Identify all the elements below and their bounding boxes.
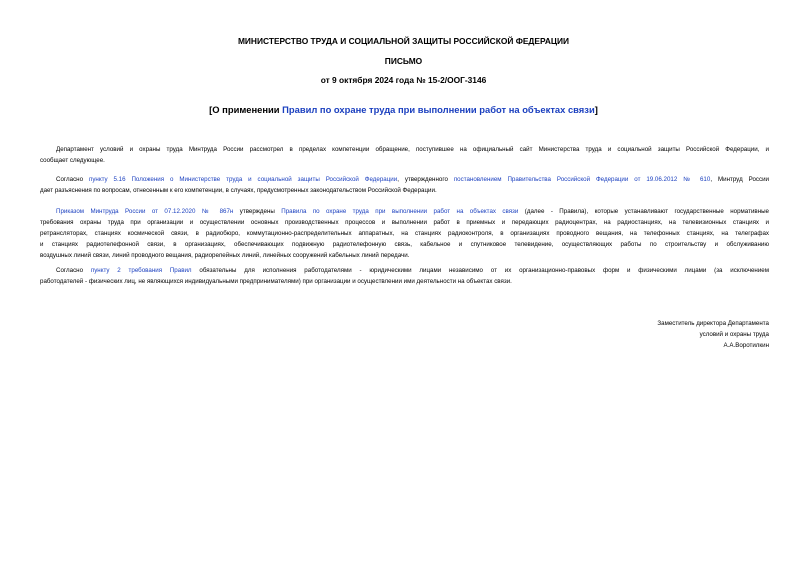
signature-block bbox=[657, 318, 769, 351]
link-regulation-ministry[interactable]: пункту 5.16 Положения о Министерстве труда и социальной защиты Российской Федерации bbox=[88, 176, 398, 183]
link-labor-safety-rules[interactable]: Правила по охране труда при выполнении работ на объектах связи bbox=[281, 208, 519, 215]
link-order-867n[interactable]: Приказом Минтруда России от 07.12.2020 № 867н bbox=[56, 208, 234, 215]
paragraph-3-line-1 bbox=[40, 206, 769, 217]
paragraph-3-line-4: и станциях радиотелефонной связи, в организациях, обеспечивающих подвижную радиотелефонную связь, кабельное и спутниковое телевидение, осуществляющих работы по строительству и обслуживанию bbox=[40, 241, 769, 248]
paragraph-1-line-2: сообщает следующее. bbox=[40, 157, 105, 164]
subject-suffix: ] bbox=[594, 104, 598, 115]
signature-name: А.А.Воротилкин bbox=[723, 342, 769, 349]
signature-position: Заместитель директора Департамента bbox=[657, 320, 769, 327]
ministry-title: МИНИСТЕРСТВО ТРУДА И СОЦИАЛЬНОЙ ЗАЩИТЫ РОССИЙСКОЙ ФЕДЕРАЦИИ bbox=[237, 36, 570, 46]
paragraph-2 bbox=[40, 174, 769, 196]
paragraph-2-line-1 bbox=[40, 174, 769, 185]
subject-link[interactable]: Правил по охране труда при выполнении работ на объектах связи bbox=[282, 104, 595, 115]
paragraph-4 bbox=[40, 265, 769, 287]
paragraph-3-line-5: воздушных линий связи, линий проводного вещания, радиорелейных линий, линейных сооружений кабельных линий передачи. bbox=[40, 252, 410, 259]
paragraph-4-text-b: обязательны для исполнения работодателями - юридическими лицами независимо от их организационно-правовых форм и физическими лицами (за исключением bbox=[191, 267, 769, 274]
paragraph-1-line-1: Департамент условий и охраны труда Минтруда России рассмотрел в пределах компетенции обращение, поступившее на официальный сайт Министерства труда и социальной защиты Российской Федерации, и bbox=[56, 146, 769, 153]
document-date-number: от 9 октября 2024 года № 15-2/ООГ-3146 bbox=[320, 75, 487, 85]
paragraph-2-text-a: Согласно bbox=[56, 176, 89, 183]
link-government-decree[interactable]: постановлением Правительства Российской Федерации от 19.06.2012 № 610 bbox=[453, 176, 711, 183]
paragraph-2-text-c: , Минтруд России bbox=[710, 176, 770, 183]
paragraph-2-text-b: , утвержденного bbox=[397, 176, 454, 183]
paragraph-1 bbox=[40, 144, 769, 166]
paragraph-2-line-2: дает разъяснения по вопросам, отнесенным к его компетенции, в случаях, предусмотренных законодательством Российской Федерации. bbox=[40, 187, 437, 194]
paragraph-4-text-a: Согласно bbox=[56, 267, 91, 274]
paragraph-3-line-2: требования охраны труда при организации и осуществлении основных производственных процессов и выполнении работ в приемных и передающих радиоцентрах, на радиостанциях, на телевизионных станциях и bbox=[40, 219, 769, 226]
signature-department: условий и охраны труда bbox=[699, 331, 769, 338]
document-type: ПИСЬМО bbox=[384, 56, 423, 66]
paragraph-3-line-3: ретрансляторах, станциях космической связи, в радиобюро, коммутационно-распределительных аппаратных, на станциях радиоконтроля, в организациях проводного вещания, на телефонных станциях, на телеграфах bbox=[40, 230, 769, 237]
paragraph-3-text-b: (далее - Правила), которые устанавливают государственные нормативные bbox=[518, 208, 769, 215]
paragraph-3 bbox=[40, 206, 769, 261]
paragraph-4-line-1 bbox=[40, 265, 769, 276]
paragraph-4-line-2: работодателей - физических лиц, не являющихся индивидуальными предпринимателями) при организации и осуществлении ими деятельности на объектах связи. bbox=[40, 278, 512, 285]
link-rules-point-2[interactable]: пункту 2 требования Правил bbox=[90, 267, 192, 274]
subject-prefix: [О применении bbox=[209, 104, 283, 115]
paragraph-3-text-a: утверждены bbox=[233, 208, 282, 215]
document-subject bbox=[0, 104, 807, 116]
